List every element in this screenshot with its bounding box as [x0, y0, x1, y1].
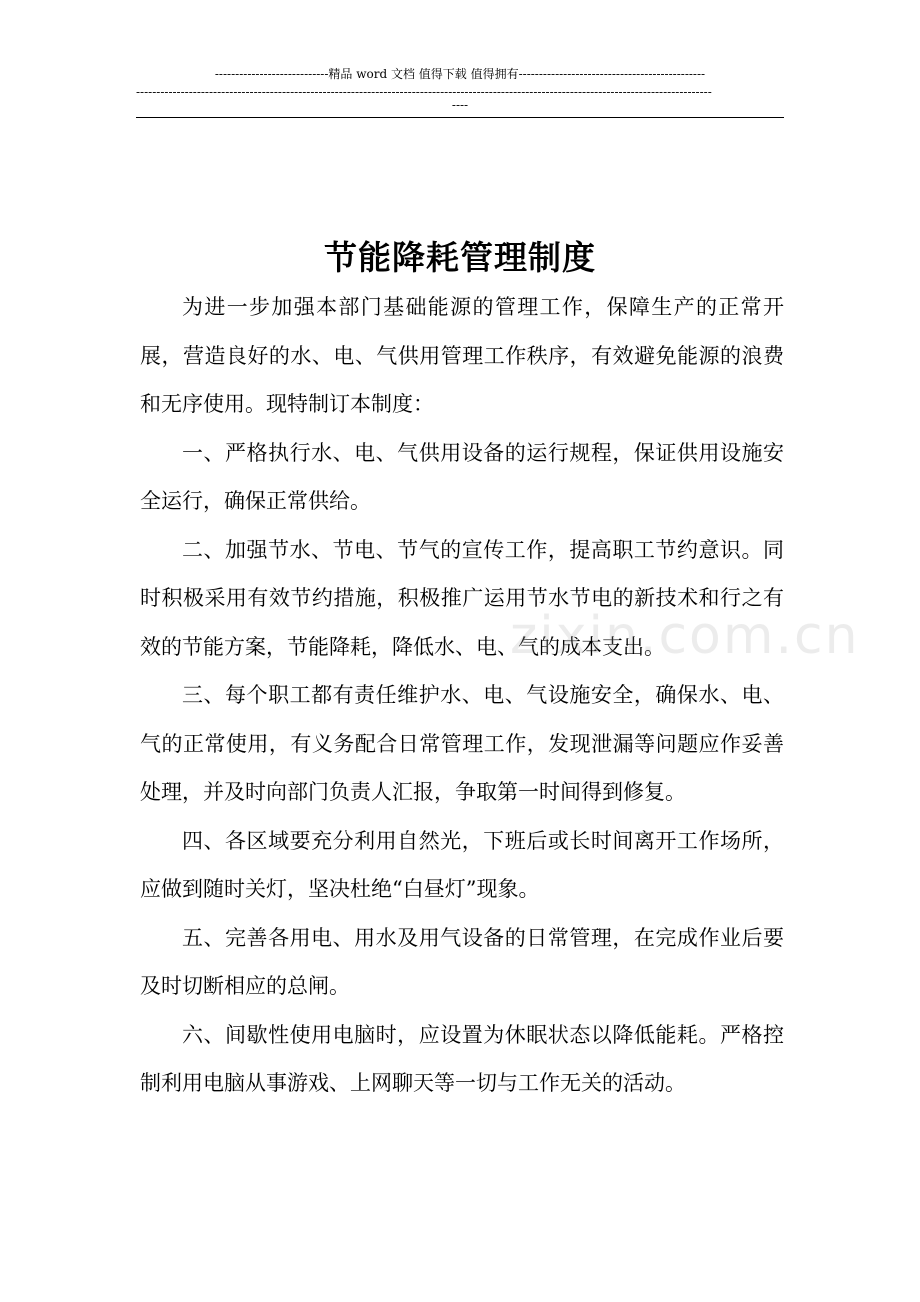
rule-paragraph-5: 五、完善各用电、用水及用气设备的日常管理，在完成作业后要及时切断相应的总闸。 [140, 925, 784, 998]
document-title: 节能降耗管理制度 [324, 238, 596, 277]
document-body [140, 283, 784, 1108]
intro-paragraph: 为进一步加强本部门基础能源的管理工作，保障生产的正常开展，营造良好的水、电、气供用管理工作秩序，有效避免能源的浪费和无序使用。现特制订本制度： [140, 295, 784, 416]
rule-paragraph-4: 四、各区域要充分利用自然光，下班后或长时间离开工作场所，应做到随时关灯，坚决杜绝“白昼灯”现象。 [140, 828, 784, 901]
header-banner: ----------------------------精品 word 文档 值得下载 值得拥有---------------------------------------------- [214, 67, 706, 81]
header-divider [136, 117, 784, 118]
rule-paragraph-6: 六、间歇性使用电脑时，应设置为休眠状态以降低能耗。严格控制利用电脑从事游戏、上网聊天等一切与工作无关的活动。 [140, 1022, 784, 1095]
rule-paragraph-3: 三、每个职工都有责任维护水、电、气设施安全，确保水、电、气的正常使用，有义务配合日常管理工作，发现泄漏等问题应作妥善处理，并及时向部门负责人汇报，争取第一时间得到修复。 [140, 683, 784, 804]
rule-paragraph-1: 一、严格执行水、电、气供用设备的运行规程，保证供用设施安全运行，确保正常供给。 [140, 440, 784, 513]
rule-paragraph-2: 二、加强节水、节电、节气的宣传工作，提高职工节约意识。同时积极采用有效节约措施，积极推广运用节水节电的新技术和行之有效的节能方案，节能降耗，降低水、电、气的成本支出。 [140, 537, 784, 659]
watermark-text: zixin.com.cn [510, 606, 860, 666]
header-dash-tail: ---- [451, 98, 469, 112]
header-dash-line: ---------------------------------------------------------------------------------------------------------------------------------------------- [136, 85, 712, 99]
